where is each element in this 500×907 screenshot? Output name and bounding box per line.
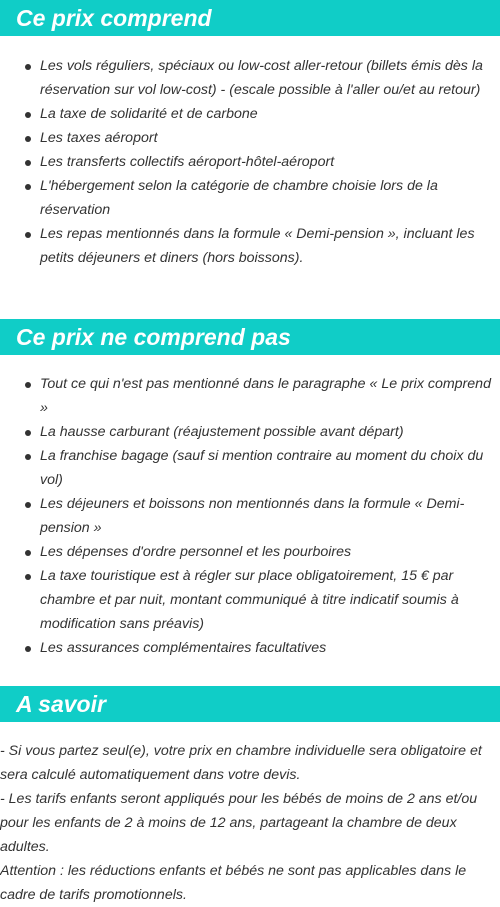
section-title-not-included: Ce prix ne comprend pas bbox=[0, 319, 500, 355]
list-item bbox=[0, 102, 500, 126]
list-item bbox=[0, 222, 500, 270]
list-item bbox=[0, 150, 500, 174]
not-included-list bbox=[0, 372, 500, 660]
bullet-icon bbox=[25, 454, 31, 460]
list-item-text: Les assurances complémentaires facultatives bbox=[40, 640, 327, 656]
list-item-text: Les taxes aéroport bbox=[40, 130, 158, 146]
list-item bbox=[0, 492, 500, 540]
bullet-icon bbox=[25, 112, 31, 118]
list-item-text: Les repas mentionnés dans la formule « Demi-pension », incluant les petits déjeuners et diners (hors boissons). bbox=[40, 226, 475, 266]
to-know-text bbox=[0, 739, 500, 907]
list-item-text: Tout ce qui n'est pas mentionné dans le paragraphe « Le prix comprend » bbox=[40, 376, 491, 416]
bullet-icon bbox=[25, 64, 31, 70]
bullet-icon bbox=[25, 160, 31, 166]
bullet-icon bbox=[25, 382, 31, 388]
note-paragraph: - Les tarifs enfants seront appliqués pour les bébés de moins de 2 ans et/ou pour les enfants de 2 à moins de 12 ans, partageant la chambre de deux adultes. bbox=[0, 791, 478, 855]
list-item bbox=[0, 564, 500, 636]
list-item bbox=[0, 420, 500, 444]
list-item-text: Les déjeuners et boissons non mentionnés dans la formule « Demi-pension » bbox=[40, 496, 465, 536]
included-list bbox=[0, 54, 500, 270]
list-item-text: Les dépenses d'ordre personnel et les pourboires bbox=[40, 544, 352, 560]
list-item bbox=[0, 636, 500, 660]
list-item-text: Les transferts collectifs aéroport-hôtel-aéroport bbox=[40, 154, 335, 170]
bullet-icon bbox=[25, 232, 31, 238]
list-item-text: L'hébergement selon la catégorie de chambre choisie lors de la réservation bbox=[40, 178, 438, 218]
list-item-text: Les vols réguliers, spéciaux ou low-cost aller-retour (billets émis dès la réservation sur vol low-cost) - (escale possible à l'aller ou/et au retour) bbox=[40, 58, 483, 98]
list-item-text: La taxe touristique est à régler sur place obligatoirement, 15 € par chambre et par nuit, montant communiqué à titre indicatif soumis à modification sans préavis) bbox=[40, 568, 459, 632]
list-item-text: La franchise bagage (sauf si mention contraire au moment du choix du vol) bbox=[40, 448, 484, 488]
bullet-icon bbox=[25, 502, 31, 508]
note-paragraph: Attention : les réductions enfants et bébés ne sont pas applicables dans le cadre de tarifs promotionnels. bbox=[0, 863, 467, 903]
section-title-to-know: A savoir bbox=[0, 686, 500, 722]
bullet-icon bbox=[25, 646, 31, 652]
bullet-icon bbox=[25, 430, 31, 436]
bullet-icon bbox=[25, 136, 31, 142]
list-item bbox=[0, 126, 500, 150]
bullet-icon bbox=[25, 574, 31, 580]
list-item bbox=[0, 372, 500, 420]
list-item-text: La taxe de solidarité et de carbone bbox=[40, 106, 258, 122]
list-item bbox=[0, 444, 500, 492]
list-item bbox=[0, 174, 500, 222]
section-title-included: Ce prix comprend bbox=[0, 0, 500, 36]
list-item-text: La hausse carburant (réajustement possible avant départ) bbox=[40, 424, 404, 440]
list-item bbox=[0, 54, 500, 102]
note-paragraph: - Si vous partez seul(e), votre prix en chambre individuelle sera obligatoire et sera calculé automatiquement dans votre devis. bbox=[0, 743, 482, 783]
bullet-icon bbox=[25, 184, 31, 190]
list-item bbox=[0, 540, 500, 564]
bullet-icon bbox=[25, 550, 31, 556]
